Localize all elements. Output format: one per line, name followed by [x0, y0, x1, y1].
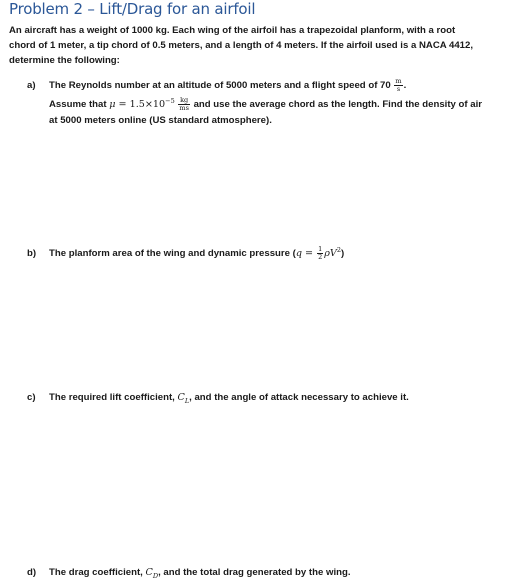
half-fraction [317, 246, 323, 261]
mu-exponent: −5 [165, 96, 175, 105]
mu-unit-denominator: ms [179, 104, 189, 113]
part-c-text-post: , and the angle of attack necessary to achieve it. [189, 392, 409, 403]
half-denominator: 2 [318, 253, 323, 261]
part-a-line-1 [27, 78, 482, 94]
v-exponent: 2 [336, 245, 341, 254]
part-c [27, 390, 409, 406]
speed-unit-denominator: s [396, 85, 401, 93]
part-d-text-post: , and the total drag generated by the wing. [158, 567, 351, 578]
cl-subscript: L [184, 396, 190, 405]
mu-value: = 1.5×10 [115, 99, 166, 111]
part-b [27, 246, 344, 262]
intro-line-2: chord of 1 meter, a tip chord of 0.5 meters, and a length of 4 meters. If the airfoil used is a NACA 4412, [9, 40, 473, 51]
cl-symbol: C [177, 392, 185, 403]
part-c-letter: c) [27, 392, 36, 403]
speed-unit-numerator: m [395, 77, 402, 85]
mu-symbol: μ [109, 99, 116, 111]
intro-line-1: An aircraft has a weight of 1000 kg. Each wing of the airfoil has a trapezoidal planform, with a root [9, 25, 456, 36]
problem-title: Problem 2 – Lift/Drag for an airfoil [9, 0, 256, 18]
part-a-assume: Assume that [49, 99, 110, 111]
problem-intro [9, 23, 514, 68]
part-b-close: ) [340, 248, 345, 260]
part-d-letter: d) [27, 567, 37, 578]
part-b-text: The planform area of the wing and dynamic pressure ( [49, 248, 296, 260]
cd-subscript: D [152, 571, 159, 580]
part-a-line-2 [49, 97, 482, 113]
mu-unit-fraction [178, 97, 190, 112]
half-numerator: 1 [318, 245, 323, 253]
speed-unit-fraction [394, 78, 402, 93]
cd-symbol: C [145, 567, 153, 578]
part-a-text-2: and use the average chord as the length. Find the density of air [190, 99, 482, 111]
part-a [27, 78, 482, 129]
part-d [27, 565, 351, 581]
part-d-text-pre: The drag coefficient, [49, 567, 146, 578]
equals-sign: = [301, 248, 317, 260]
q-symbol: q [295, 248, 302, 260]
part-a-line-1-end: . [403, 80, 407, 92]
rho-v-symbol: ρV [324, 248, 337, 260]
intro-line-3: determine the following: [9, 55, 120, 66]
part-a-text-1: The Reynolds number at an altitude of 5000 meters and a flight speed of 70 [49, 80, 391, 92]
part-a-line-3: at 5000 meters online (US standard atmosphere). [49, 115, 272, 127]
part-c-text-pre: The required lift coefficient, [49, 392, 178, 403]
part-b-letter: b) [27, 248, 37, 260]
mu-unit-numerator: kg [180, 96, 189, 105]
part-a-letter: a) [27, 80, 36, 92]
